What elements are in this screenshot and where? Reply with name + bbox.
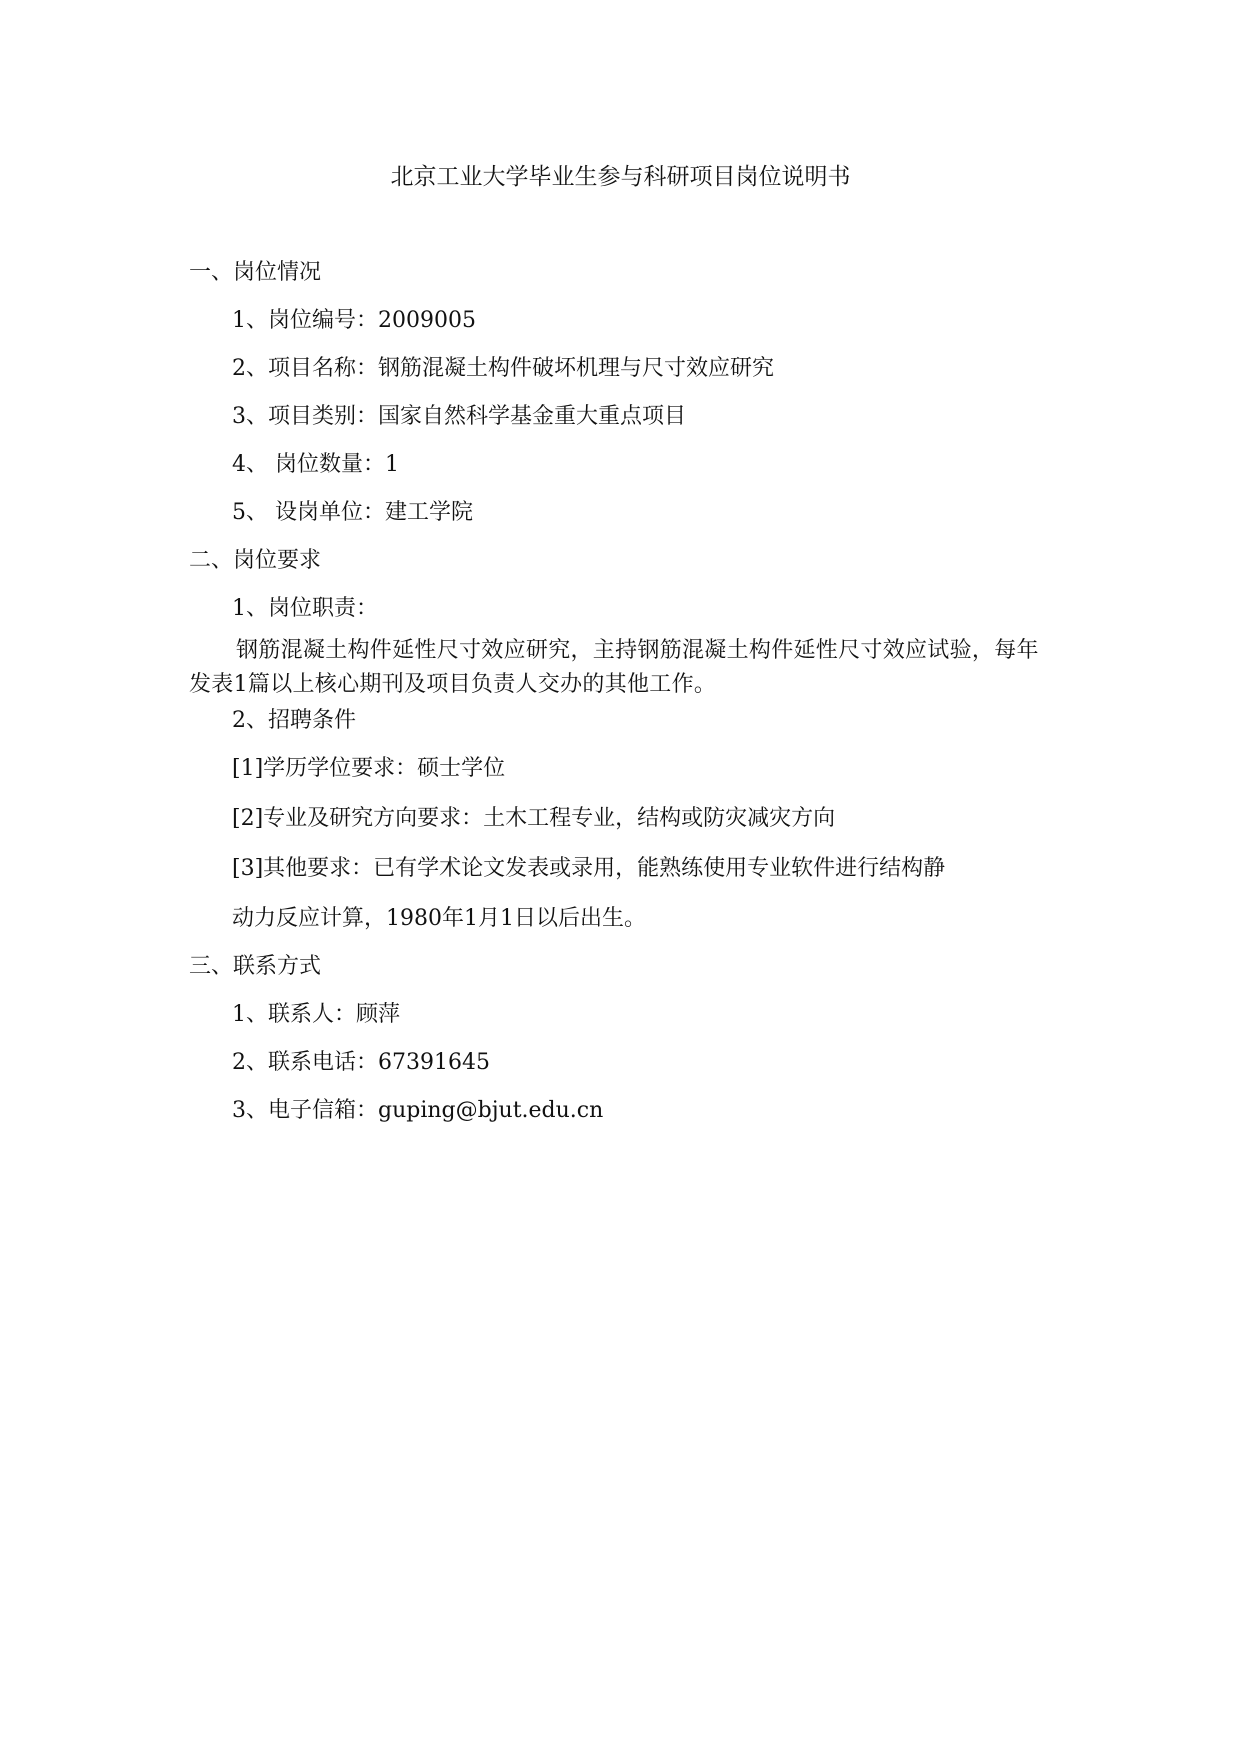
project-name: 2、项目名称：钢筋混凝土构件破坏机理与尺寸效应研究 <box>232 356 774 381</box>
section-heading-requirements: 二、岗位要求 <box>189 548 322 573</box>
contact-phone: 2、联系电话：67391645 <box>232 1050 490 1075</box>
position-count: 4、 岗位数量：1 <box>232 452 399 477</box>
conditions-label: 2、招聘条件 <box>232 708 356 733</box>
requirement-major: [2]专业及研究方向要求：土木工程专业，结构或防灾减灾方向 <box>232 806 836 831</box>
requirement-other-line2: 动力反应计算，1980年1月1日以后出生。 <box>232 906 646 931</box>
hiring-unit: 5、 设岗单位：建工学院 <box>232 500 473 525</box>
position-number: 1、岗位编号：2009005 <box>232 308 476 333</box>
section-heading-position-info: 一、岗位情况 <box>189 260 322 285</box>
duties-label: 1、岗位职责： <box>232 596 378 621</box>
document-title: 北京工业大学毕业生参与科研项目岗位说明书 <box>390 164 851 190</box>
duties-text: 钢筋混凝土构件延性尺寸效应研究，主持钢筋混凝土构件延性尺寸效应试验，每年发表1篇以上核心期刊及项目负责人交办的其他工作。 <box>189 638 1039 697</box>
contact-email: 3、电子信箱：guping@bjut.edu.cn <box>232 1098 604 1123</box>
contact-person: 1、联系人：顾萍 <box>232 1002 400 1027</box>
section-heading-contact: 三、联系方式 <box>189 954 322 979</box>
project-category: 3、项目类别：国家自然科学基金重大重点项目 <box>232 404 686 429</box>
requirement-other-line1: [3]其他要求：已有学术论文发表或录用，能熟练使用专业软件进行结构静 <box>232 856 946 881</box>
requirement-degree: [1]学历学位要求：硕士学位 <box>232 756 506 781</box>
